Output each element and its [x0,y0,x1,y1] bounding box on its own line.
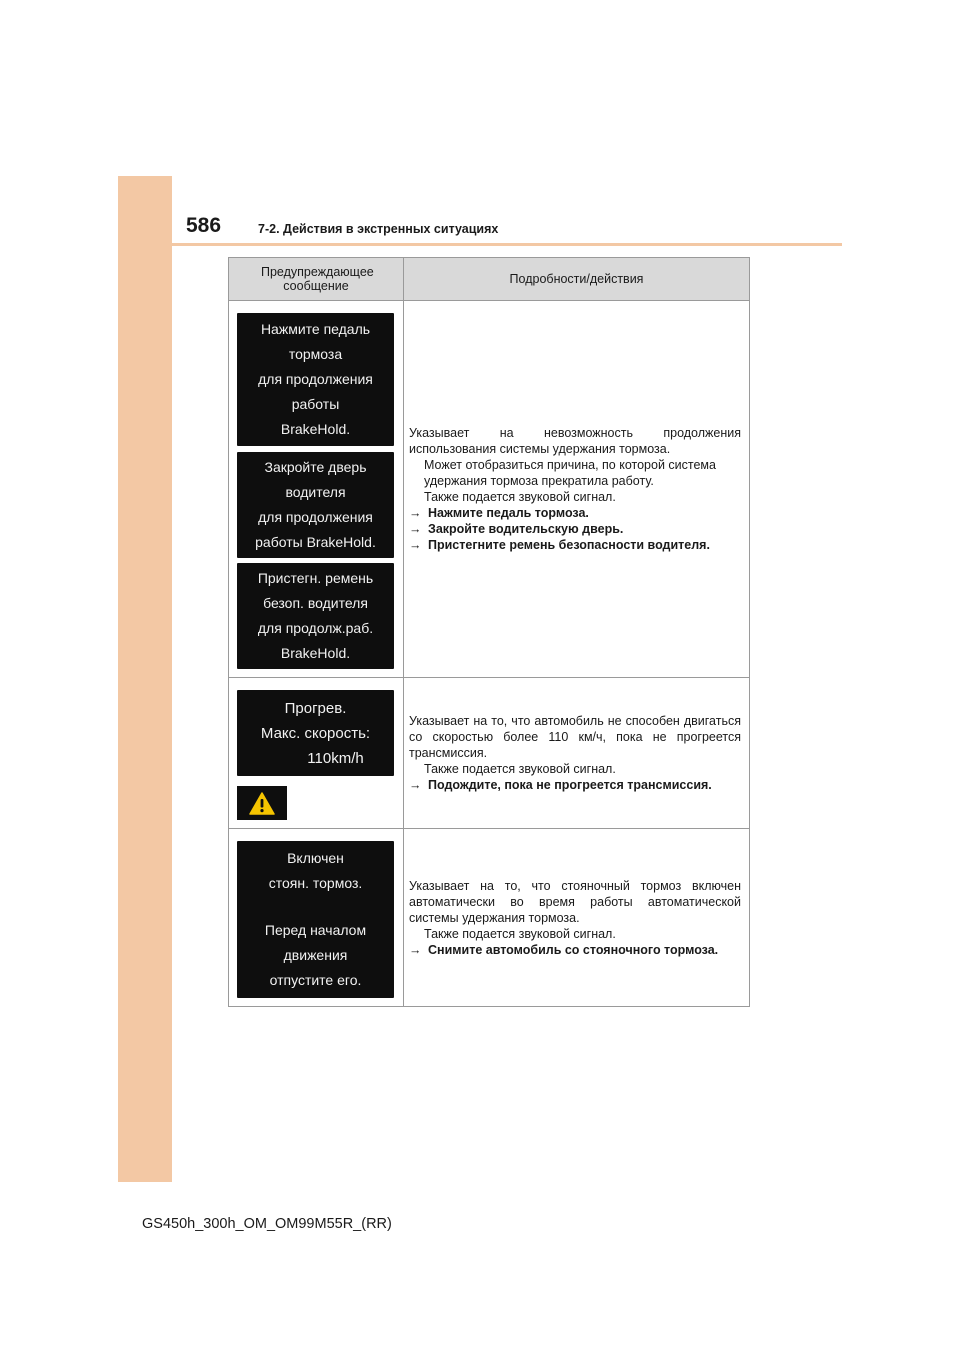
note-text: Также подается звуковой сигнал. [424,762,616,776]
display-panel-warmup [237,690,394,776]
description-text: Указывает на невозможность продолжения использования системы удержания тормоза. [409,426,741,456]
panel-line: движения [283,947,348,963]
action-item [409,537,741,553]
panel-line: BrakeHold. [280,421,351,437]
action-text: Закройте водительскую дверь. [428,522,624,536]
panel-line: Включен [287,850,344,866]
arrow-icon: → [409,942,422,957]
action-text: Пристегните ремень безопасности водителя. [428,538,710,552]
panel-line: безоп. водителя [263,595,368,611]
panel-line: Нажмите педаль [260,321,371,337]
details-cell [404,301,750,678]
description-text: Указывает на то, что автомобиль не способен двигаться со скоростью более 110 км/ч, пока не прогреется трансмиссия. [409,714,741,760]
footer-doc-code: GS450h_300h_OM_OM99M55R_(RR) [142,1216,392,1232]
page-number: 586 [186,214,222,237]
table-row [229,301,750,678]
display-panel-brake-pedal [237,313,394,446]
panel-line: тормоза [288,346,343,362]
note-text: Также подается звуковой сигнал. [424,490,616,504]
panel-line: для продолж.раб. [257,620,374,636]
action-item [409,942,741,958]
action-text: Снимите автомобиль со стояночного тормоза. [428,942,719,957]
note-text: Может отобразиться причина, по которой система удержания тормоза прекратила работу. [424,458,716,488]
side-tab-band [118,176,172,1182]
warning-triangle-icon [249,792,275,815]
panel-line: Макс. скорость: [260,724,371,742]
header-message-label: Предупреждающее сообщение [261,265,374,293]
arrow-icon: → [409,538,422,552]
arrow-icon: → [409,506,422,520]
note-text: Также подается звуковой сигнал. [424,926,616,941]
details-cell [404,829,750,1007]
panel-line: 110km/h [307,749,364,767]
panel-line: для продолжения [258,509,373,525]
panel-line: для продолжения [258,371,373,387]
panel-line: работы [291,396,340,412]
message-cell [229,301,404,678]
header-details: Подробности/действия [404,258,750,301]
panel-line: Перед началом [264,922,367,938]
panel-line: водителя [285,484,346,500]
display-panel-parking-brake [237,841,394,998]
panel-line: работы BrakeHold. [255,534,376,550]
arrow-icon: → [409,778,422,792]
header-rule [172,243,842,246]
panel-line: Пристегн. ремень [257,570,374,586]
panel-line: Закройте дверь [264,459,367,475]
table-row [229,678,750,829]
panel-line: BrakeHold. [280,645,351,661]
details-cell [404,678,750,829]
section-title: 7-2. Действия в экстренных ситуациях [258,222,499,236]
action-item [409,521,741,537]
header-message [229,258,404,301]
arrow-icon: → [409,522,422,536]
warning-indicator [237,786,287,820]
display-panel-seatbelt [237,563,394,669]
action-text: Подождите, пока не прогреется трансмиссия. [428,778,712,792]
table-row [229,829,750,1007]
message-cell [229,678,404,829]
panel-line: отпустите его. [269,972,362,988]
message-cell [229,829,404,1007]
display-panel-close-door [237,452,394,558]
action-item [409,505,741,521]
panel-line: Прогрев. [284,699,347,717]
panel-line: стоян. тормоз. [268,875,363,891]
action-item [409,777,741,793]
warning-messages-table [228,257,750,1007]
action-text: Нажмите педаль тормоза. [428,506,589,520]
description-text: Указывает на то, что стояночный тормоз включен автоматически во время работы автоматической системы удержания тормоза. [409,878,741,925]
table-header-row [229,258,750,301]
